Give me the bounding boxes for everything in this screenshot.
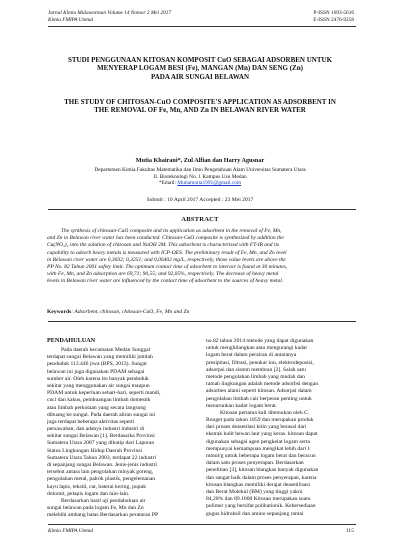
body-line: terdapat sungai Belawan yang memiliki jumlah <box>47 354 153 361</box>
abstract-heading: ABSTRACT <box>181 216 219 223</box>
body-line: ramah lingkungan adalah metode adsorbsi dengan <box>206 381 318 388</box>
body-line: dolomit, pelapis logam dan lain-lain. <box>47 490 130 497</box>
body-line: adsorben alami seperti kitosan. Adsorpsi dalam <box>206 388 312 395</box>
body-line: metode pengolahan limbah yang mudah dan <box>206 373 305 380</box>
title-en-line: THE REMOVAL OF Fe, Mn, AND Zn IN BELAWAN RIVER WATER <box>94 106 306 115</box>
body-line: kitosan blangkas memiliki derajat deasetilisasi <box>206 481 311 488</box>
body-line: polimer yang bersifat polikationik. Kebersediaan <box>206 503 316 510</box>
abstract-line: The synthesis of chitosan-CuO composite and its application as adsorbent in the removal of Fe, Mn, <box>61 228 282 234</box>
affiliation-line: Departemen Kimia Fakultas Matematika dan Ilmu Pengetahuan Alam Universitas Sumatera Utara <box>94 167 306 173</box>
body-line: dalam satu proses penyerapan. Berdasarkan <box>206 460 304 467</box>
section-heading: PENDAHULUAN <box>47 337 96 344</box>
body-line: Sumatera Utara 2007 yang dikutip dari Laporan <box>47 440 155 447</box>
body-line: 84,20% dan 89.1000 Kitosan merupakan suatu <box>206 496 311 503</box>
body-line: logam berat dalam perairan di antaranya <box>206 352 297 359</box>
keywords-rule <box>48 321 356 322</box>
body-line: Status Lingkungan Hidup Daerah Provinsi <box>47 447 143 454</box>
body-line: penelitian [3], kitosan blangkas banyak digunakan <box>206 467 319 474</box>
body-line: belawan ini juga digunakan PDAM sebagai <box>47 368 145 375</box>
body-line: presipitasi, filtrasi, penukar ion, elektrodeposisi, <box>206 359 314 366</box>
body-line: cuci dan kakus, pembuangan limbah domestik <box>47 397 151 404</box>
body-line: adsorpsi dan sistem membran [2]. Salah satu <box>206 366 306 373</box>
title-id-line: PADA AIR SUNGAI BELAWAN <box>150 72 250 81</box>
abstract-line: levels in Belawan river water are influenced by the contact time of adsorbent to the sources of heavy metal. <box>47 278 284 285</box>
body-line: persawahan, dan adanya industri industri di <box>47 426 145 433</box>
journal-name: Jurnal Kimia Mulawarman Volume 14 Nomor 2 Mei 2017 <box>48 10 172 16</box>
journal-department: Kimia FMIPA Unmul <box>48 17 94 23</box>
issn-print: P-ISSN 1693-5616 <box>313 10 354 16</box>
email-label: *Email: <box>158 180 178 187</box>
title-english <box>44 98 356 115</box>
body-line: sumber air. Oleh karena itu banyak penduduk <box>47 375 149 382</box>
body-line: kayu lapis, tekstil, cat, baterai kering, pupuk <box>47 483 147 490</box>
body-line: pengolahan limbah cair berperan penting untuk <box>206 395 312 402</box>
affiliation <box>40 167 360 187</box>
abstract-line: with Fe, Mn, and Zn adsorption are 69,71; 90,55; and 92,05%, respectively. The decrease of heavy metal <box>47 271 279 278</box>
left-column <box>47 347 192 520</box>
title-id-line: MENYERAP LOGAM BESI (Fe), MANGAN (Mn) DAN SENG (Zn) <box>97 64 303 73</box>
body-line: digunakan sebagai agen pengkelat logam serta <box>206 438 310 445</box>
body-line: Berdasarkan hasil uji pendahuluan air <box>61 497 146 504</box>
title-id-line: STUDI PENGGUNAAN KITOSAN KOMPOSIT CuO SEBAGAI ADSORBEN UNTUK <box>67 56 333 64</box>
abstract-line: and Zn in Belawan river water has been conducted. Chitosan-CuO composite is synthesized by addition the <box>47 235 284 242</box>
body-line: penduduk 113.446 jiwa (BPS, 2013). Sungai <box>47 361 147 368</box>
body-line: Rouget pada tahun 1859 dan merupakan produk <box>206 417 314 424</box>
body-line: no.82 tahun 2014 metode yang dapat digunakan <box>206 338 314 344</box>
title-en-line: THE STUDY OF CHITOSAN-CuO COMPOSITE'S APPLICATION AS ADSORBENT IN <box>64 98 336 106</box>
body-line: gugus hidroksil dan amino sepanjang rantai <box>206 510 304 517</box>
issn-online: E-ISSN 2476-9258 <box>313 17 354 23</box>
body-line: mmol/g untuk beberapa logam berat dan beracun <box>206 453 316 459</box>
right-column <box>206 338 354 518</box>
body-line: Pada daerah kecamatan Medan Sunggal <box>61 347 151 353</box>
keywords-text: : Adsorbent, chitosan, chitosan-CuO, Fe, Mn and Zn <box>71 309 190 315</box>
body-line: sekitar yang menggunakan air sungai maupun <box>47 382 150 389</box>
body-line: ekstrak kulit hewan laut yang keras. kitosan dapat <box>206 431 318 438</box>
email-line <box>40 180 360 187</box>
abstract-top-rule <box>48 209 356 210</box>
body-line: sekitar sungai Belawan [1]. Berdasarka Provinsi <box>47 433 155 440</box>
issn-block <box>313 10 354 24</box>
body-line: PDAM untuk keperluan sehari-hari, seperti mandi, <box>47 390 161 397</box>
keywords <box>47 309 356 315</box>
journal-header <box>48 10 171 24</box>
email-link[interactable]: Mutiamutia1991@gmail.com <box>177 180 242 187</box>
body-line: menurunkan kadar logam berat. <box>206 402 278 409</box>
body-line: melebihi ambang batas Berdasarkan peraturan PP <box>47 512 159 519</box>
affiliation-line: Jl. Bioteknologi No. 1 Kampus Usu Medan <box>153 173 247 180</box>
abstract-line: PP No. 82 Tahun 2001 safety limit. The optimum contact time of adsorbent to interact is found at 30 minutes, <box>47 264 288 271</box>
keywords-label: Keywords <box>47 309 72 315</box>
abstract-line: in Belawan river water are 0,3032; 0,3251; and 0,06402 mg/L, respectively, those value levels are above the <box>47 256 286 263</box>
body-line: sungai belawan pada logam Fe, Mn dan Zn <box>47 505 144 512</box>
body-line: dari proses deasetilasi kitin yang berasal dari <box>206 424 307 431</box>
title-indonesian <box>44 56 356 81</box>
footer-department: Kimia FMIPA Unmul <box>48 528 94 534</box>
abstract-line: capability to adsorb heavy metals is measured with ICP-OES. The preliminary result of Fe, Mn, and Zn level <box>47 249 287 256</box>
page-number: 115 <box>345 528 354 534</box>
body-line: Sumatera Utara Tahun 2003, terdapat 22 industri <box>47 454 157 461</box>
body-line: pengolahan metal, pabrik plastik, pengelemanan <box>47 476 156 483</box>
footer-rule <box>48 524 356 525</box>
abstract-line: Cu(NO₃)₂ into the solution of chitosan and NaOH 2M. This adsorbent is characterized with FT-IR and its <box>47 242 280 249</box>
authors: Mutia Khairani*, Zul Alfian dan Harry Agusnar <box>135 157 265 164</box>
submission-dates: Submit : 10 April 2017 Accepted : 23 Mei 2017 <box>146 197 254 203</box>
body-line: dibuang ke sungai. Pada daerah aliran sungai ini <box>47 411 156 418</box>
body-line: atau limbah perkotaan yang secara langsung <box>47 404 146 411</box>
header-rule <box>48 26 356 27</box>
body-line: Kitosan pertama kali ditemukan oleh C. <box>220 409 310 416</box>
body-line: di sepanjang sungai Belawan. Jenis-jenis industri <box>47 462 157 468</box>
body-line: mempunyai kemampuan mengikat lebih dari 1 <box>206 445 311 452</box>
body-line: dan sangat baik dalam proses penyerapan, karena <box>206 474 317 481</box>
body-line: tersebut antara lain pengolahan minyak goreng, <box>47 469 154 476</box>
abstract-body <box>47 228 356 286</box>
body-line: untuk menghilangkan atau mengurangi kadar <box>206 345 308 352</box>
body-line: juga terdapat beberapa aktivitas seperti <box>47 418 135 425</box>
body-line: dan Berat Molekul (BM) yang tinggi yakni <box>206 488 303 495</box>
